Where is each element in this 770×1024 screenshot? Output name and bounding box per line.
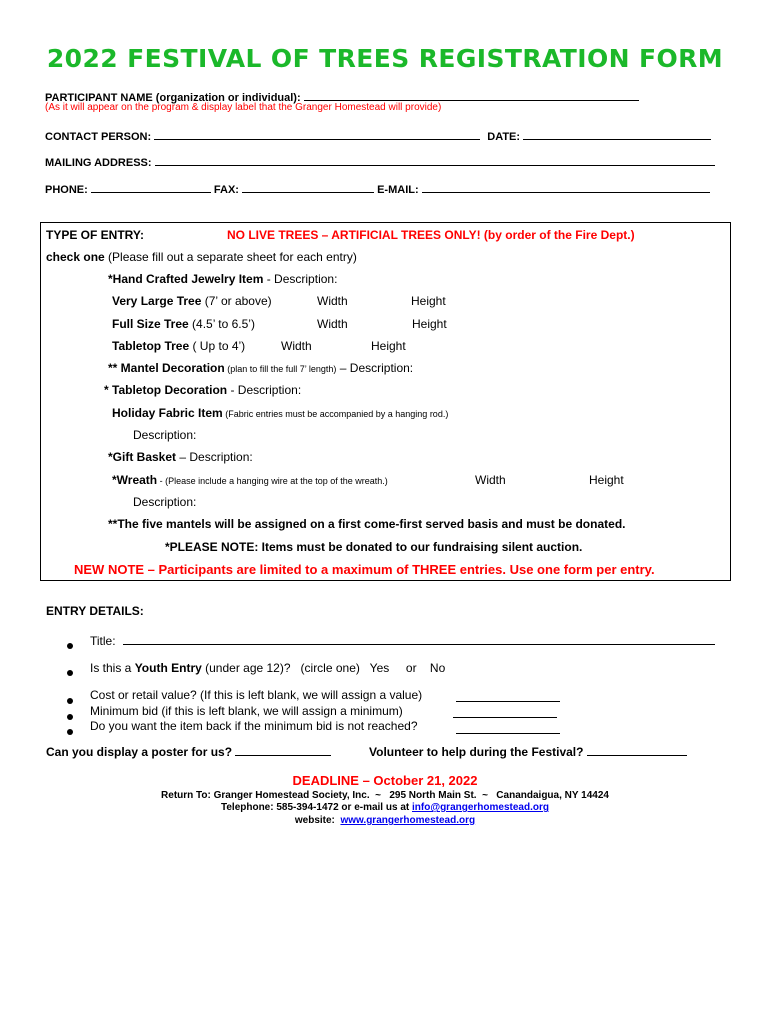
- very-large-size: (7’ or above): [201, 294, 272, 308]
- mantel-desc: – Description:: [336, 361, 414, 375]
- wreath-label: *Wreath: [112, 473, 158, 487]
- participant-note: (As it will appear on the program & display label that the Granger Homestead will provide): [45, 102, 442, 113]
- telephone-text: Telephone: 585-394-1472 or e-mail us at: [220, 802, 412, 813]
- full-size-label: Full Size Tree: [112, 317, 189, 331]
- fabric-label: Holiday Fabric Item: [112, 406, 223, 420]
- very-large-height: Height: [411, 294, 446, 308]
- full-size-size: (4.5’ to 6.5’): [188, 317, 255, 331]
- gift-desc: – Description:: [176, 450, 253, 464]
- gift-label: *Gift Basket: [108, 450, 177, 464]
- very-large-width: Width: [317, 294, 348, 308]
- mailing-row: [45, 154, 715, 169]
- option-fabric[interactable]: [112, 406, 448, 420]
- very-large-label: Very Large Tree: [112, 294, 202, 308]
- date-field[interactable]: [523, 128, 711, 140]
- check-one-instruction: [46, 250, 357, 264]
- email-label: E-MAIL:: [377, 184, 419, 196]
- fax-field[interactable]: [242, 181, 374, 193]
- full-size-width: Width: [317, 317, 348, 331]
- bullet: [67, 636, 73, 654]
- tabletop-deco-desc: - Description:: [227, 383, 302, 397]
- please-note: *PLEASE NOTE: Items must be donated to our fundraising silent auction.: [165, 540, 583, 554]
- form-title: 2022 FESTIVAL OF TREES REGISTRATION FORM: [46, 44, 724, 73]
- new-note: NEW NOTE – Participants are limited to a maximum of THREE entries. Use one form per entry.: [74, 562, 655, 577]
- return-address: Return To: Granger Homestead Society, Inc. ~ 295 North Main St. ~ Canandaigua, NY 14424: [161, 790, 609, 801]
- tabletop-label: Tabletop Tree: [112, 339, 190, 353]
- jewelry-label: *Hand Crafted Jewelry Item: [108, 272, 264, 286]
- mantels-note: **The five mantels will be assigned on a first come-first served basis and must be donated.: [108, 517, 626, 531]
- email-field[interactable]: [422, 181, 710, 193]
- itemback-label: Do you want the item back if the minimum bid is not reached?: [90, 719, 418, 733]
- bullet: [67, 663, 73, 681]
- option-gift-basket[interactable]: [108, 450, 253, 464]
- check-one-bold: check one: [46, 250, 105, 264]
- tabletop-height: Height: [371, 339, 406, 353]
- tabletop-width: Width: [281, 339, 312, 353]
- deadline: DEADLINE – October 21, 2022: [292, 773, 478, 788]
- poster-label: Can you display a poster for us?: [46, 745, 233, 759]
- phone-row: [45, 181, 710, 196]
- date-label: DATE:: [487, 131, 521, 143]
- wreath-height: Height: [589, 473, 624, 487]
- youth-label: Youth Entry: [134, 661, 202, 675]
- cost-label: Cost or retail value? (If this is left blank, we will assign a value): [90, 688, 423, 702]
- tabletop-size: ( Up to 4’): [189, 339, 246, 353]
- website-link[interactable]: www.grangerhomestead.org: [340, 815, 476, 826]
- youth-options[interactable]: (under age 12)? (circle one) Yes or No: [201, 661, 446, 675]
- full-size-height: Height: [412, 317, 447, 331]
- title-label: Title:: [90, 634, 116, 648]
- phone-field[interactable]: [91, 181, 211, 193]
- check-one-text: (Please fill out a separate sheet for each entry): [104, 250, 357, 264]
- type-of-entry-label: TYPE OF ENTRY:: [46, 228, 145, 242]
- jewelry-desc: - Description:: [263, 272, 338, 286]
- wreath-width: Width: [475, 473, 506, 487]
- fabric-description: Description:: [133, 428, 197, 442]
- option-tabletop-tree[interactable]: [112, 339, 245, 353]
- poster-row: [46, 744, 331, 759]
- option-wreath[interactable]: [112, 473, 388, 487]
- youth-pre: Is this a: [90, 661, 135, 675]
- contact-label: CONTACT PERSON:: [45, 131, 152, 143]
- bullet: [67, 722, 73, 740]
- title-field[interactable]: [123, 633, 715, 645]
- email-link[interactable]: info@grangerhomestead.org: [412, 802, 549, 813]
- minbid-label: Minimum bid (if this is left blank, we will assign a minimum): [90, 704, 403, 718]
- volunteer-field[interactable]: [587, 744, 687, 756]
- cost-field[interactable]: [456, 690, 560, 702]
- poster-field[interactable]: [235, 744, 331, 756]
- minbid-field[interactable]: [453, 706, 557, 718]
- participant-label: PARTICIPANT NAME (organization or individual):: [45, 92, 301, 104]
- website-text: website:: [294, 815, 341, 826]
- volunteer-row: [369, 744, 687, 759]
- mantel-label: ** Mantel Decoration: [108, 361, 225, 375]
- contact-row: [45, 128, 711, 143]
- participant-field[interactable]: [304, 89, 639, 101]
- itemback-field[interactable]: [456, 722, 560, 734]
- tabletop-deco-label: * Tabletop Decoration: [104, 383, 228, 397]
- telephone-line: [0, 802, 770, 813]
- mailing-field[interactable]: [155, 154, 715, 166]
- mantel-note: (plan to fill the full 7’ length): [224, 364, 337, 374]
- youth-entry-row: [90, 661, 445, 675]
- fax-label: FAX:: [213, 184, 239, 196]
- mailing-label: MAILING ADDRESS:: [45, 157, 152, 169]
- option-mantel[interactable]: [108, 361, 413, 375]
- fabric-note: (Fabric entries must be accompanied by a hanging rod.): [222, 409, 449, 419]
- wreath-note: - (Please include a hanging wire at the top of the wreath.): [157, 476, 388, 486]
- option-jewelry[interactable]: [108, 272, 337, 286]
- phone-label: PHONE:: [45, 184, 88, 196]
- option-very-large-tree[interactable]: [112, 294, 272, 308]
- title-row: [90, 633, 715, 648]
- live-tree-warning: NO LIVE TREES – ARTIFICIAL TREES ONLY! (by order of the Fire Dept.): [227, 228, 635, 242]
- website-line: [0, 815, 770, 826]
- entry-details-label: ENTRY DETAILS:: [46, 604, 144, 618]
- contact-field[interactable]: [154, 128, 480, 140]
- volunteer-label: Volunteer to help during the Festival?: [369, 745, 584, 759]
- wreath-description: Description:: [133, 495, 197, 509]
- option-tabletop-decoration[interactable]: [104, 383, 301, 397]
- option-full-size-tree[interactable]: [112, 317, 255, 331]
